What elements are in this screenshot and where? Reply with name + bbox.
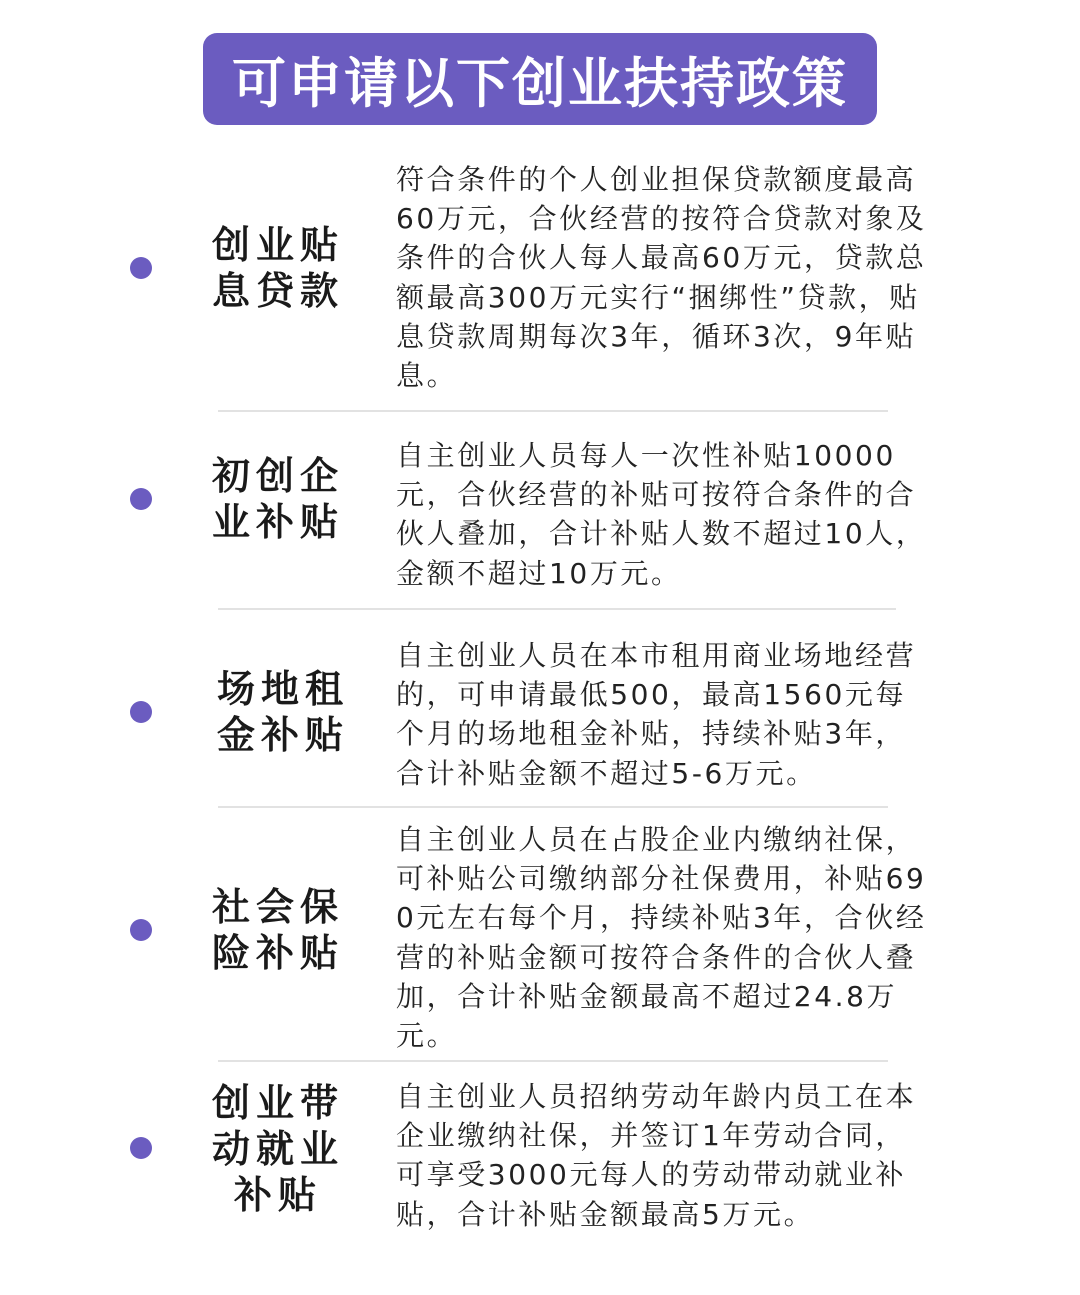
policy-label: 场地租金补贴	[216, 667, 349, 757]
policy-description: 自主创业人员招纳劳动年龄内员工在本企业缴纳社保，并签订1年劳动合同，可享受3000元每人的劳动带动就业补贴，合计补贴金额最高5万元。	[396, 1080, 917, 1231]
bullet-dot-icon	[130, 257, 152, 279]
divider	[218, 1060, 888, 1062]
page-title: 可申请以下创业扶持政策	[232, 51, 848, 115]
bullet-dot-icon	[130, 488, 152, 510]
divider	[218, 806, 888, 808]
policy-description: 自主创业人员在占股企业内缴纳社保，可补贴公司缴纳部分社保费用，补贴690元左右每个月，持续补贴3年，合伙经营的补贴金额可按符合条件的合伙人叠加，合计补贴金额最高不超过24.8万元。	[396, 823, 927, 1053]
bullet-dot-icon	[130, 1137, 152, 1159]
bullet-dot-icon	[130, 919, 152, 941]
policy-label: 创业贴息贷款	[211, 223, 344, 313]
divider	[218, 410, 888, 412]
bullet-dot-icon	[130, 701, 152, 723]
policy-label: 创业带动就业补贴	[211, 1081, 344, 1217]
policy-description: 自主创业人员在本市租用商业场地经营的，可申请最低500，最高1560元每个月的场地租金补贴，持续补贴3年，合计补贴金额不超过5-6万元。	[396, 639, 917, 790]
policy-description: 符合条件的个人创业担保贷款额度最高60万元，合伙经营的按符合贷款对象及条件的合伙人每人最高60万元，贷款总额最高300万元实行“捆绑性”贷款，贴息贷款周期每次3年，循环3次，9年贴息。	[396, 163, 927, 393]
policy-label: 社会保险补贴	[211, 885, 344, 975]
header-banner	[203, 33, 877, 125]
divider	[218, 608, 896, 610]
policy-description: 自主创业人员每人一次性补贴10000元，合伙经营的补贴可按符合条件的合伙人叠加，合计补贴人数不超过10人，金额不超过10万元。	[396, 439, 927, 590]
policy-label: 初创企业补贴	[211, 454, 344, 544]
